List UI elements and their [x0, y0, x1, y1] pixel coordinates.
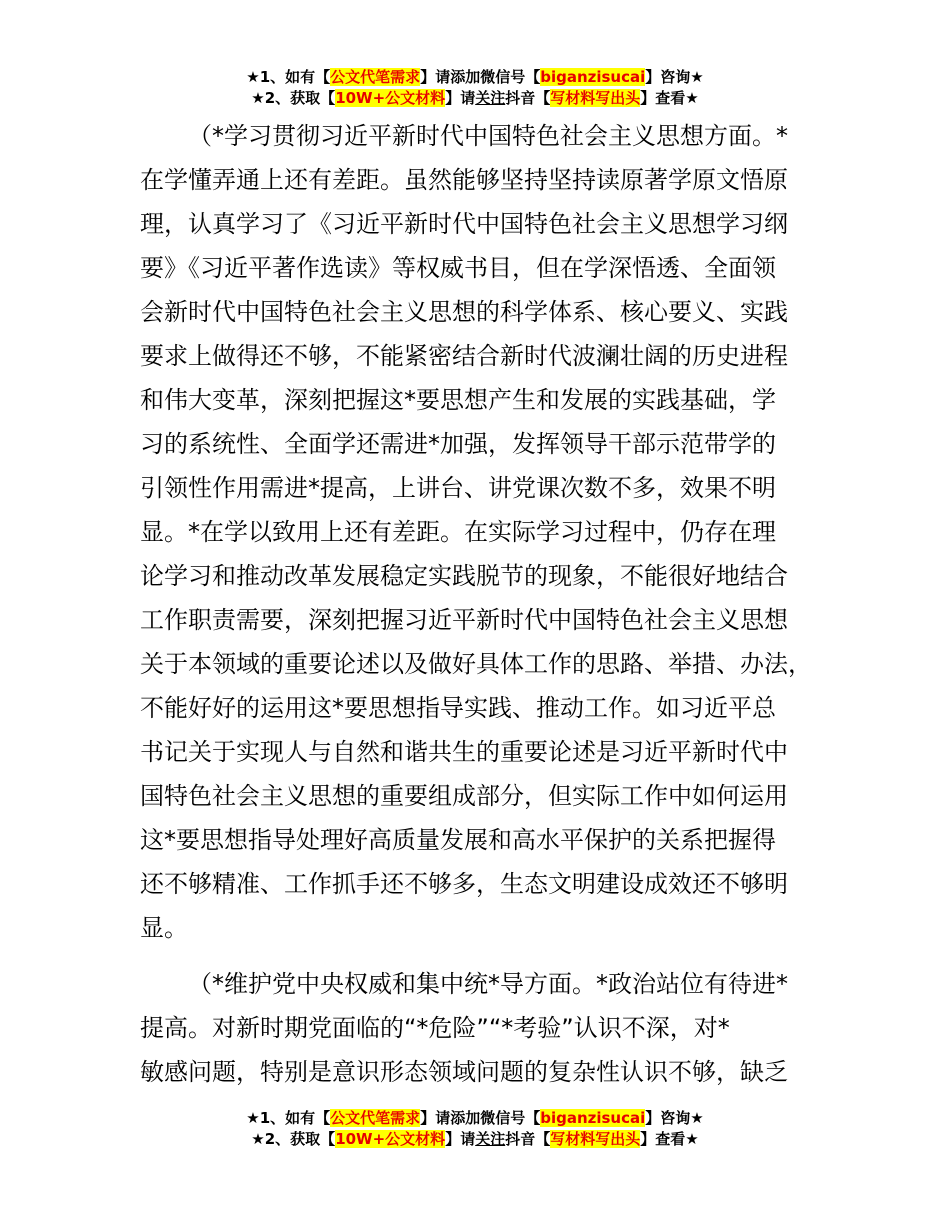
paragraph: [140, 962, 850, 1094]
paragraph-line: 工作职责需要，深刻把握习近平新时代中国特色社会主义思想: [140, 606, 788, 634]
paragraph-line: 会新时代中国特色社会主义思想的科学体系、核心要义、实践: [140, 298, 788, 326]
banner-text: 】查看★: [640, 1130, 699, 1148]
banner-text: ★1、如有【: [246, 1109, 331, 1127]
banner-line-1: [0, 67, 950, 88]
banner-text: 】请添加微信号【: [420, 1109, 541, 1127]
banner-underlined-text: 关注: [475, 1130, 506, 1148]
banner-text: 】咨询★: [645, 68, 704, 86]
paragraph-line: 和伟大变革，深刻把握这*要思想产生和发展的实践基础，学: [140, 386, 776, 414]
highlight-materials: 10W+公文材料: [335, 1130, 446, 1148]
paragraph-line: 书记关于实现人与自然和谐共生的重要论述是习近平新时代中: [140, 738, 788, 766]
paragraph-line: 还不够精准、工作抓手还不够多，生态文明建设成效还不够明: [140, 870, 788, 898]
header-banner: [0, 67, 950, 109]
banner-line-2: [0, 88, 950, 109]
paragraph-line: 这*要思想指导处理好高质量发展和高水平保护的关系把握得: [140, 826, 776, 854]
paragraph-line: （*学习贯彻习近平新时代中国特色社会主义思想方面。*: [188, 122, 788, 150]
paragraph-line: 国特色社会主义思想的重要组成部分，但实际工作中如何运用: [140, 782, 788, 810]
highlight-service: 公文代笔需求: [330, 1109, 421, 1127]
paragraph-line: 显。: [140, 914, 188, 942]
paragraph-line: （*维护党中央权威和集中统*导方面。*政治站位有待进*: [188, 970, 788, 998]
paragraph-line: 引领性作用需进*提高，上讲台、讲党课次数不多，效果不明: [140, 474, 776, 502]
banner-text: ★2、获取【: [251, 89, 336, 107]
banner-text: 】查看★: [640, 89, 699, 107]
banner-text: ★1、如有【: [246, 68, 331, 86]
paragraph-spacer: [140, 950, 850, 962]
banner-text: 】请: [445, 89, 476, 107]
footer-banner: [0, 1108, 950, 1150]
banner-text: 】请: [445, 1130, 476, 1148]
highlight-douyin-account: 写材料写出头: [550, 89, 641, 107]
paragraph-line: 论学习和推动改革发展稳定实践脱节的现象，不能很好地结合: [140, 562, 788, 590]
paragraph-line: 提高。对新时期党面临的“*危险”“*考验”认识不深，对*: [140, 1014, 730, 1042]
highlight-service: 公文代笔需求: [330, 68, 421, 86]
paragraph-line: 显。*在学以致用上还有差距。在实际学习过程中，仍存在理: [140, 518, 776, 546]
paragraph-line: 不能好好的运用这*要思想指导实践、推动工作。如习近平总: [140, 694, 776, 722]
banner-text: 抖音【: [505, 1130, 551, 1148]
banner-text: 抖音【: [505, 89, 551, 107]
highlight-douyin-account: 写材料写出头: [550, 1130, 641, 1148]
highlight-materials: 10W+公文材料: [335, 89, 446, 107]
document-body: [140, 114, 850, 1094]
paragraph-line: 习的系统性、全面学还需进*加强，发挥领导干部示范带学的: [140, 430, 776, 458]
banner-text: 】请添加微信号【: [420, 68, 541, 86]
paragraph-line: 在学懂弄通上还有差距。虽然能够坚持坚持读原著学原文悟原: [140, 166, 788, 194]
paragraph-line: 敏感问题，特别是意识形态领域问题的复杂性认识不够，缺乏: [140, 1058, 788, 1086]
paragraph-line: 理，认真学习了《习近平新时代中国特色社会主义思想学习纲: [140, 210, 788, 238]
highlight-wechat-id: biganzisucai: [540, 1109, 646, 1127]
paragraph-line: 要求上做得还不够，不能紧密结合新时代波澜壮阔的历史进程: [140, 342, 788, 370]
banner-line-1: [0, 1108, 950, 1129]
paragraph-line: 要》《习近平著作选读》等权威书目，但在学深悟透、全面领: [140, 254, 776, 282]
banner-underlined-text: 关注: [475, 89, 506, 107]
paragraph-line: 关于本领域的重要论述以及做好具体工作的思路、举措、办法，: [140, 650, 812, 678]
banner-text: ★2、获取【: [251, 1130, 336, 1148]
highlight-wechat-id: biganzisucai: [540, 68, 646, 86]
paragraph: [140, 114, 850, 950]
banner-text: 】咨询★: [645, 1109, 704, 1127]
banner-line-2: [0, 1129, 950, 1150]
